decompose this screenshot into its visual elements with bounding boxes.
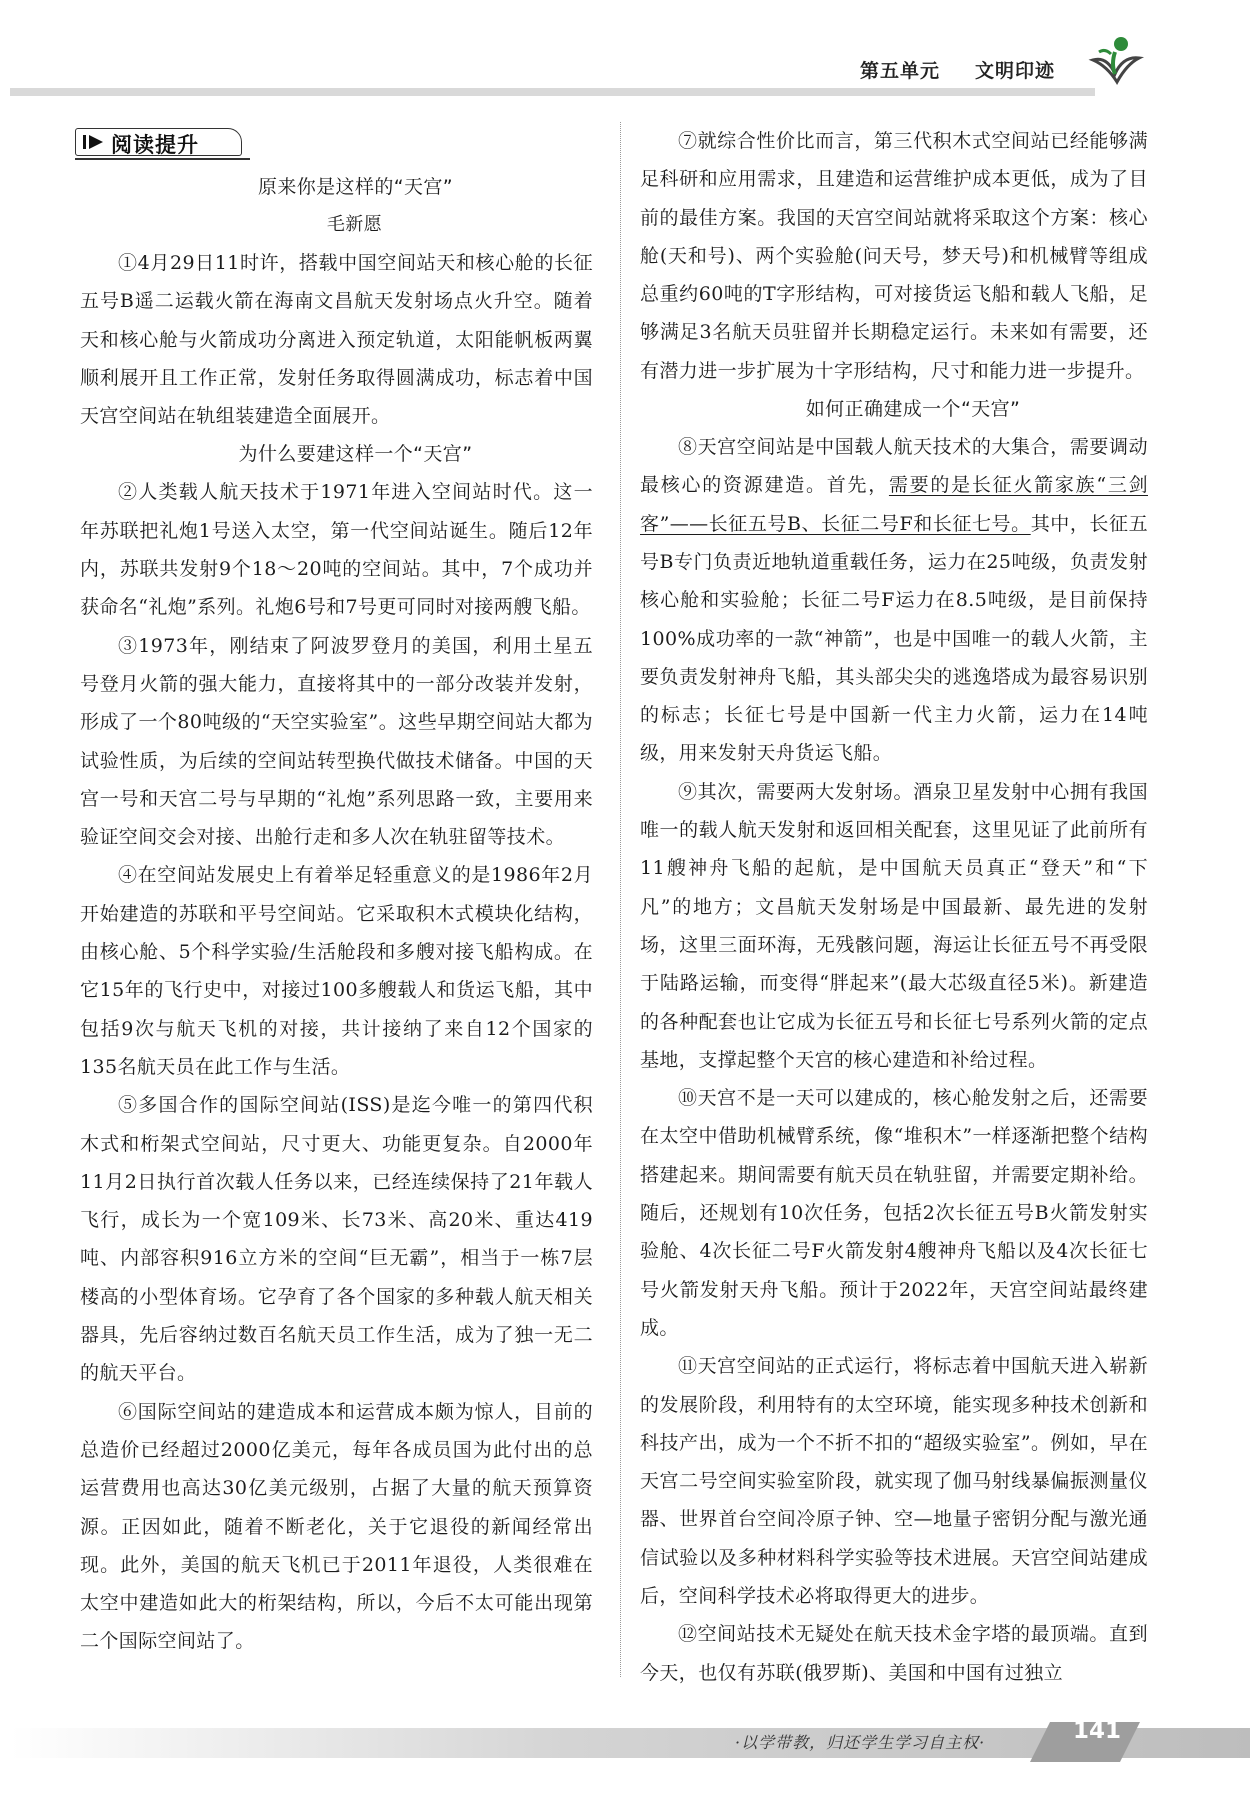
header-rule [10, 88, 1095, 96]
paragraph-8 [640, 428, 1148, 773]
section-tag [75, 124, 253, 160]
section-tag-underline [75, 158, 250, 160]
article-title: 原来你是这样的“天宫” [257, 176, 454, 198]
article-author: 毛新愿 [326, 214, 383, 235]
paragraph-4: ④在空间站发展史上有着举足轻重意义的是1986年2月开始建造的苏联和平号空间站。它采取积木式模块化结构，由核心舱、5个科学实验/生活舱段和多艘对接飞船构成。在它15年的飞行史中，对接过100多艘载人和货运飞船，其中包括9次与航天飞机的对接，共计接纳了来自12个国家的135名航天员在此工作与生活。 [80, 864, 593, 1078]
section-label: 阅读提升 [111, 133, 199, 157]
paragraph-8-rest: 其中，长征五号B专门负责近地轨道重载任务，运力在25吨级，负责发射核心舱和实验舱；长征二号F运力在8.5吨级，是目前保持100%成功率的一款“神箭”，也是中国唯一的载人火箭，主要负责发射神舟飞船，其头部尖尖的逃逸塔成为最容易识别的标志；长征七号是中国新一代主力火箭，运力在14吨级，用来发射天舟货运飞船。 [640, 512, 1148, 765]
subheading-2: 如何正确建成一个“天宫” [805, 398, 1021, 421]
reading-person-logo-icon [1085, 30, 1145, 90]
paragraph-11: ⑪天宫空间站的正式运行，将标志着中国航天进入崭新的发展阶段，利用特有的太空环境，能实现多种技术创新和科技产出，成为一个不折不扣的“超级实验室”。例如，早在天宫二号空间实验室阶段，就实现了伽马射线暴偏振测量仪器、世界首台空间冷原子钟、空—地量子密钥分配与激光通信试验以及多种材料科学实验等技术进展。天宫空间站建成后，空间科学技术必将取得更大的进步。 [640, 1355, 1148, 1607]
paragraph-12: ⑫空间站技术无疑处在航天技术金字塔的最顶端。直到今天，也仅有苏联(俄罗斯)、美国和中国有过独立 [640, 1623, 1148, 1684]
paragraph-9: ⑨其次，需要两大发射场。酒泉卫星发射中心拥有我国唯一的载人航天发射和返回相关配套，这里见证了此前所有11艘神舟飞船的起航，是中国航天员真正“登天”和“下凡”的地方；文昌航天发射场是中国最新、最先进的发射场，这里三面环海，无残骸问题，海运让长征五号不再受限于陆路运输，而变得“胖起来”(最大芯级直径5米)。新建造的各种配套也让它成为长征五号和长征七号系列火箭的定点基地，支撑起整个天宫的核心建造和补给过程。 [640, 780, 1148, 1071]
paragraph-10: ⑩天宫不是一天可以建成的，核心舱发射之后，还需要在太空中借助机械臂系统，像“堆积木”一样逐渐把整个结构搭建起来。期间需要有航天员在轨驻留，并需要定期补给。随后，还规划有10次任务，包括2次长征五号B火箭发射实验舱、4次长征二号F火箭发射4艘神舟飞船以及4次长征七号火箭发射天舟飞船。预计于2022年，天宫空间站最终建成。 [640, 1087, 1148, 1339]
footer-motto: ·以学带教，归还学生学习自主权· [735, 1733, 986, 1752]
unit-title: 文明印迹 [975, 60, 1056, 82]
footer-band [10, 1722, 1250, 1762]
paragraph-1: ①4月29日11时许，搭载中国空间站天和核心舱的长征五号B遥二运载火箭在海南文昌航天发射场点火升空。随着天和核心舱与火箭成功分离进入预定轨道，太阳能帆板两翼顺利展开且工作正常，发射任务取得圆满成功，标志着中国天宫空间站在轨组装建造全面展开。 [80, 252, 593, 428]
left-column [80, 168, 593, 1661]
page-header [0, 0, 1250, 92]
subheading-1: 为什么要建这样一个“天宫” [238, 443, 473, 466]
paragraph-5: ⑤多国合作的国际空间站(ISS)是迄今唯一的第四代积木式和桁架式空间站，尺寸更大、功能更复杂。自2000年11月2日执行首次载人任务以来，已经连续保持了21年载人飞行，成长为一个宽109米、长73米、高20米、重达419吨、内部容积916立方米的空间“巨无霸”，相当于一栋7层楼高的小型体育场。它孕育了各个国家的多种载人航天相关器具，先后容纳过数百名航天员工作生活，成为了独一无二的航天平台。 [80, 1094, 593, 1385]
paragraph-6: ⑥国际空间站的建造成本和运营成本颇为惊人，目前的总造价已经超过2000亿美元，每年各成员国为此付出的总运营费用也高达30亿美元级别，占据了大量的航天预算资源。正因如此，随着不断老化，关于它退役的新闻经常出现。此外，美国的航天飞机已于2011年退役，人类很难在太空中建造如此大的桁架结构，所以，今后不太可能出现第二个国际空间站了。 [80, 1400, 593, 1653]
arrow-marker-icon [83, 133, 105, 151]
column-divider [620, 122, 621, 1677]
right-column [640, 122, 1148, 1692]
paragraph-2: ②人类载人航天技术于1971年进入空间站时代。这一年苏联把礼炮1号送入太空，第一代空间站诞生。随后12年内，苏联共发射9个18～20吨的空间站。其中，7个成功并获命名“礼炮”系列。礼炮6号和7号更可同时对接两艘飞船。 [80, 481, 593, 619]
paragraph-8-underlined: 需要的是长征火箭家族“三剑客”——长征五号B、长征二号F和长征七号。 [640, 474, 1148, 535]
paragraph-8-lead: ⑧天宫空间站是中国载人航天技术的大集合，需要调动最核心的资源建造。首先， [640, 436, 1148, 497]
page-number: 141 [1073, 1718, 1122, 1744]
paragraph-3: ③1973年，刚结束了阿波罗登月的美国，利用土星五号登月火箭的强大能力，直接将其中的一部分改装并发射，形成了一个80吨级的“天空实验室”。这些早期空间站大都为试验性质，为后续的空间站转型换代做技术储备。中国的天宫一号和天宫二号与早期的“礼炮”系列思路一致，主要用来验证空间交会对接、出舱行走和多人次在轨驻留等技术。 [80, 634, 593, 849]
unit-label: 第五单元 [860, 60, 941, 82]
paragraph-7: ⑦就综合性价比而言，第三代积木式空间站已经能够满足科研和应用需求，且建造和运营维护成本更低，成为了目前的最佳方案。我国的天宫空间站就将采取这个方案：核心舱(天和号)、两个实验舱(问天号，梦天号)和机械臂等组成总重约60吨的T字形结构，可对接货运飞船和载人飞船，足够满足3名航天员驻留并长期稳定运行。未来如有需要，还有潜力进一步扩展为十字形结构，尺寸和能力进一步提升。 [640, 130, 1148, 382]
